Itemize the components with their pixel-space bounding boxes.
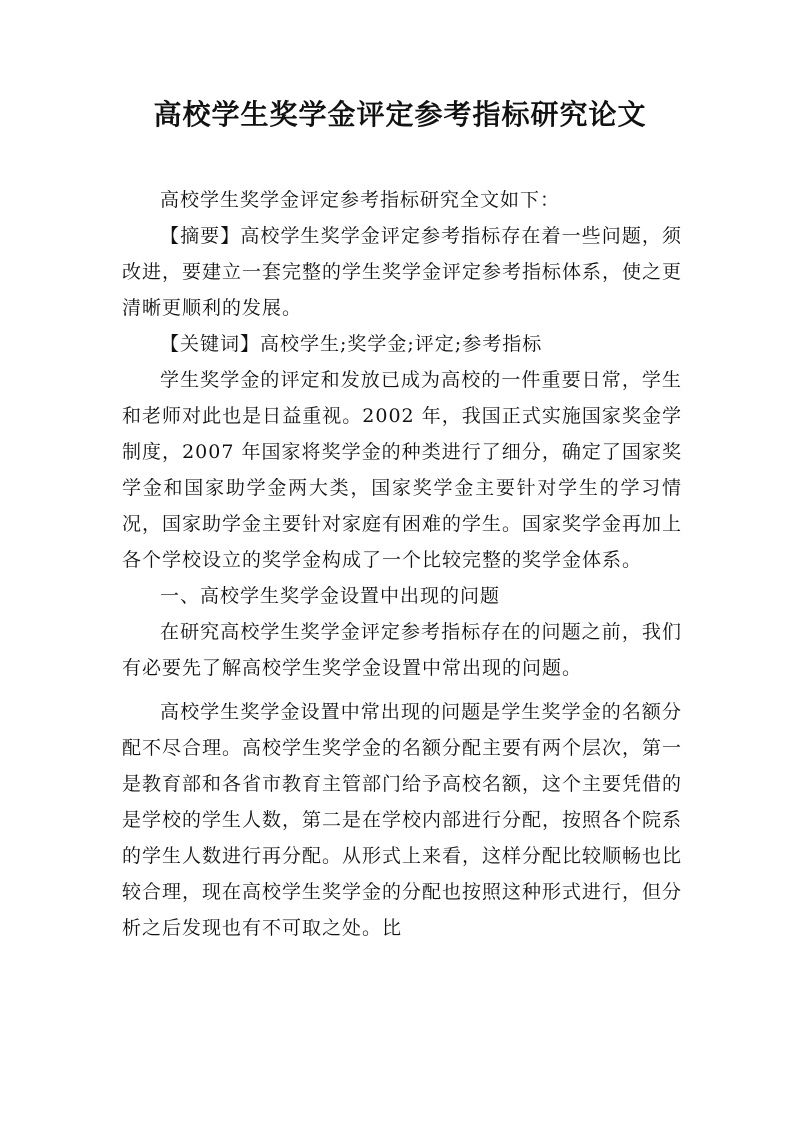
paragraph-keywords: 【关键词】高校学生;奖学金;评定;参考指标 — [160, 333, 543, 355]
document-title: 高校学生奖学金评定参考指标研究论文 — [153, 98, 647, 131]
paragraph-allocation-problem: 高校学生奖学金设置中常出现的问题是学生奖学金的名额分配不尽合理。高校学生奖学金的名额分配主要有两个层次，第一是教育部和各省市教育主管部门给予高校名额，这个主要凭借的是学校的学生人数，第二是在学校内部进行分配，按照各个院系的学生人数进行再分配。从形式上来看，这样分配比较顺畅也比较合理，现在高校学生奖学金的分配也按照这种形式进行，但分析之后发现也有不可取之处。比 — [122, 701, 683, 939]
paragraph-abstract: 【摘要】高校学生奖学金评定参考指标存在着一些问题，须改进，要建立一套完整的学生奖学金评定参考指标体系，使之更清晰更顺利的发展。 — [122, 225, 683, 319]
paragraph-background: 学生奖学金的评定和发放已成为高校的一件重要日常，学生和老师对此也是日益重视。2002 年，我国正式实施国家奖金学制度，2007 年国家将奖学金的种类进行了细分，确定了国家奖学金和国家助学金两大类，国家奖学金主要针对学生的学习情况，国家助学金主要针对家庭有困难的学生。国家奖学金再加上各个学校设立的奖学金构成了一个比较完整的奖学金体系。 — [122, 369, 683, 571]
section-heading-problems: 一、高校学生奖学金设置中出现的问题 — [160, 585, 501, 607]
paragraph-intro: 高校学生奖学金评定参考指标研究全文如下： — [160, 189, 561, 211]
paragraph-problem-lead: 在研究高校学生奖学金评定参考指标存在的问题之前，我们有必要先了解高校学生奖学金设置中常出现的问题。 — [122, 621, 682, 679]
document-body — [122, 182, 682, 946]
